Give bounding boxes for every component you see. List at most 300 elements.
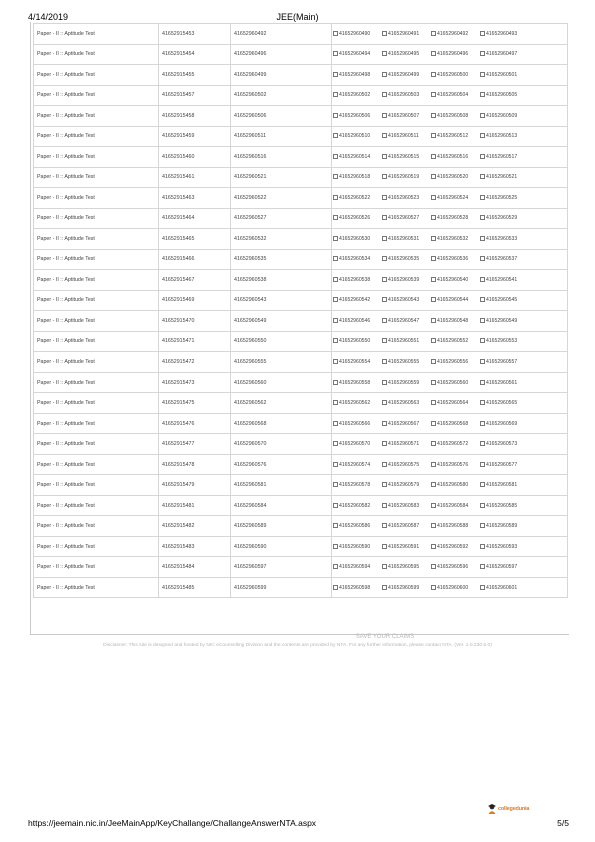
challenge-option[interactable] — [480, 359, 528, 365]
correct-answer-id-cell: 41652960584 — [231, 495, 332, 516]
option-checkbox[interactable] — [480, 256, 485, 261]
challenge-option[interactable] — [382, 297, 430, 303]
challenge-option[interactable] — [431, 133, 479, 139]
challenge-option[interactable] — [333, 318, 381, 324]
challenge-options-cell — [332, 311, 568, 332]
challenge-option[interactable] — [480, 544, 528, 550]
challenge-option[interactable] — [480, 154, 528, 160]
option-checkbox[interactable] — [382, 462, 387, 467]
option-checkbox[interactable] — [382, 421, 387, 426]
paper-cell: Paper - II :: Aptitude Test — [34, 147, 159, 168]
option-checkbox[interactable] — [333, 133, 338, 138]
challenge-option[interactable] — [382, 585, 430, 591]
challenge-option[interactable] — [382, 256, 430, 262]
option-id-label: 41652960507 — [388, 112, 420, 119]
option-checkbox[interactable] — [431, 174, 436, 179]
challenge-option[interactable] — [431, 51, 479, 57]
option-checkbox[interactable] — [333, 441, 338, 446]
option-id-label: 41652960581 — [486, 482, 518, 489]
challenge-option[interactable] — [333, 256, 381, 262]
option-id-label: 41652960506 — [339, 112, 371, 119]
option-checkbox[interactable] — [333, 400, 338, 405]
option-checkbox[interactable] — [431, 92, 436, 97]
option-checkbox[interactable] — [480, 544, 485, 549]
option-checkbox[interactable] — [431, 113, 436, 118]
option-checkbox[interactable] — [333, 421, 338, 426]
option-checkbox[interactable] — [431, 31, 436, 36]
option-checkbox[interactable] — [382, 482, 387, 487]
challenge-option[interactable] — [333, 338, 381, 344]
option-checkbox[interactable] — [431, 482, 436, 487]
challenge-option[interactable] — [480, 400, 528, 406]
option-checkbox[interactable] — [333, 318, 338, 323]
option-id-label: 41652960547 — [388, 317, 420, 324]
option-checkbox[interactable] — [431, 544, 436, 549]
challenge-option[interactable] — [333, 195, 381, 201]
paper-cell: Paper - II :: Aptitude Test — [34, 372, 159, 393]
option-id-label: 41652960499 — [388, 71, 420, 78]
option-checkbox[interactable] — [480, 174, 485, 179]
option-checkbox[interactable] — [480, 154, 485, 159]
challenge-option[interactable] — [480, 441, 528, 447]
option-id-label: 41652960493 — [486, 30, 518, 37]
challenge-option[interactable] — [333, 297, 381, 303]
challenge-option[interactable] — [382, 544, 430, 550]
challenge-option[interactable] — [382, 523, 430, 529]
option-checkbox[interactable] — [480, 51, 485, 56]
option-checkbox[interactable] — [382, 359, 387, 364]
challenge-option[interactable] — [480, 297, 528, 303]
challenge-option[interactable] — [382, 462, 430, 468]
challenge-option[interactable] — [431, 359, 479, 365]
option-checkbox[interactable] — [431, 338, 436, 343]
option-checkbox[interactable] — [431, 503, 436, 508]
option-checkbox[interactable] — [382, 215, 387, 220]
option-checkbox[interactable] — [480, 31, 485, 36]
challenge-options-cell — [332, 208, 568, 229]
option-id-label: 41652960510 — [339, 133, 371, 140]
option-id-label: 41652960538 — [339, 276, 371, 283]
challenge-option[interactable] — [480, 236, 528, 242]
challenge-option[interactable] — [431, 441, 479, 447]
paper-cell: Paper - II :: Aptitude Test — [34, 188, 159, 209]
option-checkbox[interactable] — [333, 113, 338, 118]
challenge-option[interactable] — [382, 338, 430, 344]
option-id-label: 41652960541 — [486, 276, 518, 283]
challenge-options-cell — [332, 24, 568, 45]
challenge-option[interactable] — [382, 31, 430, 37]
challenge-option[interactable] — [382, 503, 430, 509]
challenge-option[interactable] — [382, 421, 430, 427]
challenge-option[interactable] — [480, 380, 528, 386]
option-checkbox[interactable] — [382, 113, 387, 118]
option-id-label: 41652960573 — [486, 441, 518, 448]
question-id-cell: 41652915463 — [159, 188, 231, 209]
challenge-option[interactable] — [480, 503, 528, 509]
table-row — [34, 24, 568, 45]
challenge-options-cell — [332, 454, 568, 475]
challenge-option[interactable] — [333, 544, 381, 550]
option-checkbox[interactable] — [382, 133, 387, 138]
option-checkbox[interactable] — [382, 338, 387, 343]
option-checkbox[interactable] — [480, 277, 485, 282]
option-checkbox[interactable] — [480, 400, 485, 405]
option-checkbox[interactable] — [333, 462, 338, 467]
challenge-option[interactable] — [382, 277, 430, 283]
table-row — [34, 290, 568, 311]
option-checkbox[interactable] — [333, 523, 338, 528]
challenge-option[interactable] — [480, 421, 528, 427]
option-checkbox[interactable] — [382, 277, 387, 282]
correct-answer-id-cell: 41652960562 — [231, 393, 332, 414]
challenge-option[interactable] — [333, 113, 381, 119]
paper-cell: Paper - II :: Aptitude Test — [34, 475, 159, 496]
challenge-option[interactable] — [382, 236, 430, 242]
challenge-option[interactable] — [382, 359, 430, 365]
option-id-label: 41652960551 — [388, 338, 420, 345]
option-checkbox[interactable] — [480, 462, 485, 467]
option-checkbox[interactable] — [382, 564, 387, 569]
correct-answer-id-cell: 41652960555 — [231, 352, 332, 373]
challenge-option[interactable] — [333, 503, 381, 509]
option-checkbox[interactable] — [431, 318, 436, 323]
paper-cell: Paper - II :: Aptitude Test — [34, 495, 159, 516]
challenge-options-cell — [332, 147, 568, 168]
option-checkbox[interactable] — [431, 72, 436, 77]
page-title: JEE(Main) — [276, 12, 319, 22]
option-checkbox[interactable] — [480, 318, 485, 323]
option-checkbox[interactable] — [333, 380, 338, 385]
option-id-label: 41652960587 — [388, 523, 420, 530]
challenge-option[interactable] — [333, 441, 381, 447]
option-id-label: 41652960522 — [339, 194, 371, 201]
option-checkbox[interactable] — [382, 400, 387, 405]
option-id-label: 41652960508 — [437, 112, 469, 119]
challenge-option[interactable] — [480, 31, 528, 37]
challenge-option[interactable] — [431, 318, 479, 324]
challenge-option[interactable] — [333, 51, 381, 57]
option-id-label: 41652960560 — [437, 379, 469, 386]
option-checkbox[interactable] — [382, 441, 387, 446]
option-checkbox[interactable] — [382, 236, 387, 241]
challenge-option[interactable] — [480, 72, 528, 78]
challenge-option[interactable] — [431, 380, 479, 386]
option-checkbox[interactable] — [382, 31, 387, 36]
paper-cell: Paper - II :: Aptitude Test — [34, 44, 159, 65]
option-checkbox[interactable] — [480, 195, 485, 200]
challenge-option[interactable] — [480, 482, 528, 488]
option-checkbox[interactable] — [333, 195, 338, 200]
paper-cell: Paper - II :: Aptitude Test — [34, 249, 159, 270]
challenge-option[interactable] — [333, 564, 381, 570]
challenge-option[interactable] — [333, 92, 381, 98]
table-row — [34, 372, 568, 393]
option-checkbox[interactable] — [333, 256, 338, 261]
option-id-label: 41652960543 — [388, 297, 420, 304]
option-checkbox[interactable] — [431, 380, 436, 385]
option-checkbox[interactable] — [382, 523, 387, 528]
challenge-option[interactable] — [480, 113, 528, 119]
challenge-options-cell — [332, 393, 568, 414]
option-checkbox[interactable] — [431, 154, 436, 159]
option-checkbox[interactable] — [431, 523, 436, 528]
challenge-option[interactable] — [382, 92, 430, 98]
option-checkbox[interactable] — [382, 51, 387, 56]
option-checkbox[interactable] — [333, 215, 338, 220]
correct-answer-id-cell: 41652960581 — [231, 475, 332, 496]
challenge-option[interactable] — [480, 133, 528, 139]
table-row — [34, 229, 568, 250]
challenge-option[interactable] — [431, 482, 479, 488]
option-checkbox[interactable] — [480, 421, 485, 426]
option-checkbox[interactable] — [480, 92, 485, 97]
challenge-option[interactable] — [382, 113, 430, 119]
challenge-option[interactable] — [382, 318, 430, 324]
challenge-option[interactable] — [431, 338, 479, 344]
option-checkbox[interactable] — [382, 585, 387, 590]
disclaimer-text: Disclaimer: This site is designed and hosted by NIC eCounselling Division and the contents are provided by NTA. For any further information, please contact NTA. (Ver. 1.0.230.5.0) — [103, 643, 492, 648]
option-checkbox[interactable] — [431, 51, 436, 56]
option-checkbox[interactable] — [333, 277, 338, 282]
challenge-option[interactable] — [431, 154, 479, 160]
challenge-option[interactable] — [431, 400, 479, 406]
challenge-option[interactable] — [480, 92, 528, 98]
option-id-label: 41652960594 — [339, 564, 371, 571]
option-id-label: 41652960492 — [437, 30, 469, 37]
option-id-label: 41652960545 — [486, 297, 518, 304]
option-checkbox[interactable] — [333, 544, 338, 549]
table-row — [34, 85, 568, 106]
option-id-label: 41652960557 — [486, 359, 518, 365]
option-checkbox[interactable] — [480, 564, 485, 569]
challenge-option[interactable] — [431, 462, 479, 468]
challenge-option[interactable] — [431, 421, 479, 427]
challenge-option[interactable] — [480, 51, 528, 57]
option-checkbox[interactable] — [382, 92, 387, 97]
option-checkbox[interactable] — [480, 441, 485, 446]
option-checkbox[interactable] — [333, 174, 338, 179]
challenge-option[interactable] — [431, 503, 479, 509]
challenge-option[interactable] — [333, 154, 381, 160]
challenge-option[interactable] — [480, 174, 528, 180]
collegedunia-logo — [486, 803, 546, 817]
challenge-option[interactable] — [382, 51, 430, 57]
option-checkbox[interactable] — [431, 195, 436, 200]
paper-cell: Paper - II :: Aptitude Test — [34, 270, 159, 291]
option-checkbox[interactable] — [431, 277, 436, 282]
option-checkbox[interactable] — [431, 256, 436, 261]
option-checkbox[interactable] — [333, 154, 338, 159]
option-checkbox[interactable] — [333, 72, 338, 77]
option-checkbox[interactable] — [382, 72, 387, 77]
option-id-label: 41652960528 — [437, 215, 469, 222]
challenge-option[interactable] — [333, 421, 381, 427]
challenge-option[interactable] — [333, 523, 381, 529]
option-checkbox[interactable] — [431, 400, 436, 405]
correct-answer-id-cell: 41652960550 — [231, 331, 332, 352]
option-checkbox[interactable] — [480, 133, 485, 138]
challenge-option[interactable] — [333, 72, 381, 78]
option-checkbox[interactable] — [382, 318, 387, 323]
challenge-option[interactable] — [480, 564, 528, 570]
question-id-cell: 41652915475 — [159, 393, 231, 414]
option-id-label: 41652960521 — [486, 174, 518, 181]
option-id-label: 41652960591 — [388, 543, 420, 550]
option-checkbox[interactable] — [480, 380, 485, 385]
option-checkbox[interactable] — [431, 236, 436, 241]
table-row — [34, 454, 568, 475]
challenge-option[interactable] — [382, 400, 430, 406]
option-checkbox[interactable] — [480, 482, 485, 487]
challenge-option[interactable] — [480, 523, 528, 529]
option-checkbox[interactable] — [431, 133, 436, 138]
challenge-option[interactable] — [333, 236, 381, 242]
option-id-label: 41652960511 — [388, 133, 419, 140]
challenge-option[interactable] — [382, 215, 430, 221]
option-id-label: 41652960518 — [339, 174, 371, 181]
challenge-option[interactable] — [333, 482, 381, 488]
correct-answer-id-cell: 41652960568 — [231, 413, 332, 434]
option-checkbox[interactable] — [480, 236, 485, 241]
option-checkbox[interactable] — [382, 154, 387, 159]
option-checkbox[interactable] — [480, 585, 485, 590]
question-id-cell: 41652915465 — [159, 229, 231, 250]
option-id-label: 41652960505 — [486, 92, 518, 99]
option-checkbox[interactable] — [382, 195, 387, 200]
option-checkbox[interactable] — [480, 113, 485, 118]
option-checkbox[interactable] — [480, 503, 485, 508]
challenge-option[interactable] — [431, 174, 479, 180]
option-checkbox[interactable] — [333, 564, 338, 569]
challenge-option[interactable] — [382, 482, 430, 488]
option-checkbox[interactable] — [480, 215, 485, 220]
option-checkbox[interactable] — [431, 421, 436, 426]
correct-answer-id-cell: 41652960589 — [231, 516, 332, 537]
challenge-options-cell — [332, 229, 568, 250]
option-checkbox[interactable] — [382, 297, 387, 302]
challenge-option[interactable] — [333, 133, 381, 139]
option-checkbox[interactable] — [480, 297, 485, 302]
option-id-label: 41652960529 — [486, 215, 518, 222]
challenge-option[interactable] — [333, 380, 381, 386]
option-checkbox[interactable] — [333, 503, 338, 508]
challenge-option[interactable] — [382, 154, 430, 160]
option-checkbox[interactable] — [333, 338, 338, 343]
challenge-option[interactable] — [333, 359, 381, 365]
option-checkbox[interactable] — [431, 462, 436, 467]
correct-answer-id-cell: 41652960527 — [231, 208, 332, 229]
challenge-option[interactable] — [382, 133, 430, 139]
option-checkbox[interactable] — [382, 256, 387, 261]
challenge-option[interactable] — [431, 585, 479, 591]
option-checkbox[interactable] — [333, 92, 338, 97]
option-checkbox[interactable] — [382, 544, 387, 549]
challenge-option[interactable] — [431, 113, 479, 119]
option-checkbox[interactable] — [333, 482, 338, 487]
save-claims-button[interactable]: SAVE YOUR CLAIMS — [355, 634, 415, 640]
correct-answer-id-cell: 41652960502 — [231, 85, 332, 106]
option-id-label: 41652960532 — [437, 235, 469, 242]
option-checkbox[interactable] — [480, 359, 485, 364]
option-checkbox[interactable] — [431, 564, 436, 569]
table-row — [34, 270, 568, 291]
option-id-label: 41652960539 — [388, 276, 420, 283]
paper-cell: Paper - II :: Aptitude Test — [34, 229, 159, 250]
challenge-option[interactable] — [333, 462, 381, 468]
challenge-option[interactable] — [382, 72, 430, 78]
challenge-option[interactable] — [382, 564, 430, 570]
challenge-option[interactable] — [480, 256, 528, 262]
challenge-option[interactable] — [382, 380, 430, 386]
option-id-label: 41652960565 — [486, 400, 518, 407]
option-checkbox[interactable] — [333, 585, 338, 590]
challenge-option[interactable] — [431, 544, 479, 550]
paper-cell: Paper - II :: Aptitude Test — [34, 208, 159, 229]
option-checkbox[interactable] — [431, 297, 436, 302]
challenge-option[interactable] — [480, 277, 528, 283]
challenge-option[interactable] — [431, 92, 479, 98]
challenge-option[interactable] — [333, 585, 381, 591]
challenge-option[interactable] — [431, 215, 479, 221]
challenge-option[interactable] — [431, 564, 479, 570]
challenge-option[interactable] — [382, 195, 430, 201]
challenge-option[interactable] — [431, 195, 479, 201]
challenge-option[interactable] — [382, 174, 430, 180]
challenge-option[interactable] — [382, 441, 430, 447]
option-id-label: 41652960574 — [339, 461, 371, 468]
option-checkbox[interactable] — [333, 31, 338, 36]
option-checkbox[interactable] — [431, 215, 436, 220]
challenge-option[interactable] — [431, 236, 479, 242]
option-checkbox[interactable] — [382, 380, 387, 385]
challenge-option[interactable] — [431, 277, 479, 283]
challenge-options-cell — [332, 516, 568, 537]
challenge-option[interactable] — [480, 195, 528, 201]
challenge-option[interactable] — [480, 318, 528, 324]
option-checkbox[interactable] — [333, 236, 338, 241]
challenge-option[interactable] — [333, 215, 381, 221]
challenge-option[interactable] — [333, 31, 381, 37]
correct-answer-id-cell: 41652960511 — [231, 126, 332, 147]
challenge-option[interactable] — [431, 31, 479, 37]
option-checkbox[interactable] — [333, 359, 338, 364]
option-checkbox[interactable] — [431, 585, 436, 590]
challenge-option[interactable] — [480, 585, 528, 591]
challenge-option[interactable] — [431, 297, 479, 303]
correct-answer-id-cell: 41652960532 — [231, 229, 332, 250]
question-id-cell: 41652915473 — [159, 372, 231, 393]
challenge-option[interactable] — [333, 400, 381, 406]
option-checkbox[interactable] — [382, 174, 387, 179]
option-checkbox[interactable] — [480, 338, 485, 343]
challenge-option[interactable] — [431, 523, 479, 529]
option-checkbox[interactable] — [431, 359, 436, 364]
challenge-option[interactable] — [431, 256, 479, 262]
challenge-option[interactable] — [333, 174, 381, 180]
challenge-option[interactable] — [480, 215, 528, 221]
challenge-option[interactable] — [480, 462, 528, 468]
challenge-option[interactable] — [480, 338, 528, 344]
option-checkbox[interactable] — [431, 441, 436, 446]
option-checkbox[interactable] — [333, 297, 338, 302]
option-checkbox[interactable] — [480, 523, 485, 528]
challenge-option[interactable] — [333, 277, 381, 283]
challenge-option[interactable] — [431, 72, 479, 78]
correct-answer-id-cell: 41652960570 — [231, 434, 332, 455]
option-checkbox[interactable] — [480, 72, 485, 77]
option-checkbox[interactable] — [333, 51, 338, 56]
option-checkbox[interactable] — [382, 503, 387, 508]
